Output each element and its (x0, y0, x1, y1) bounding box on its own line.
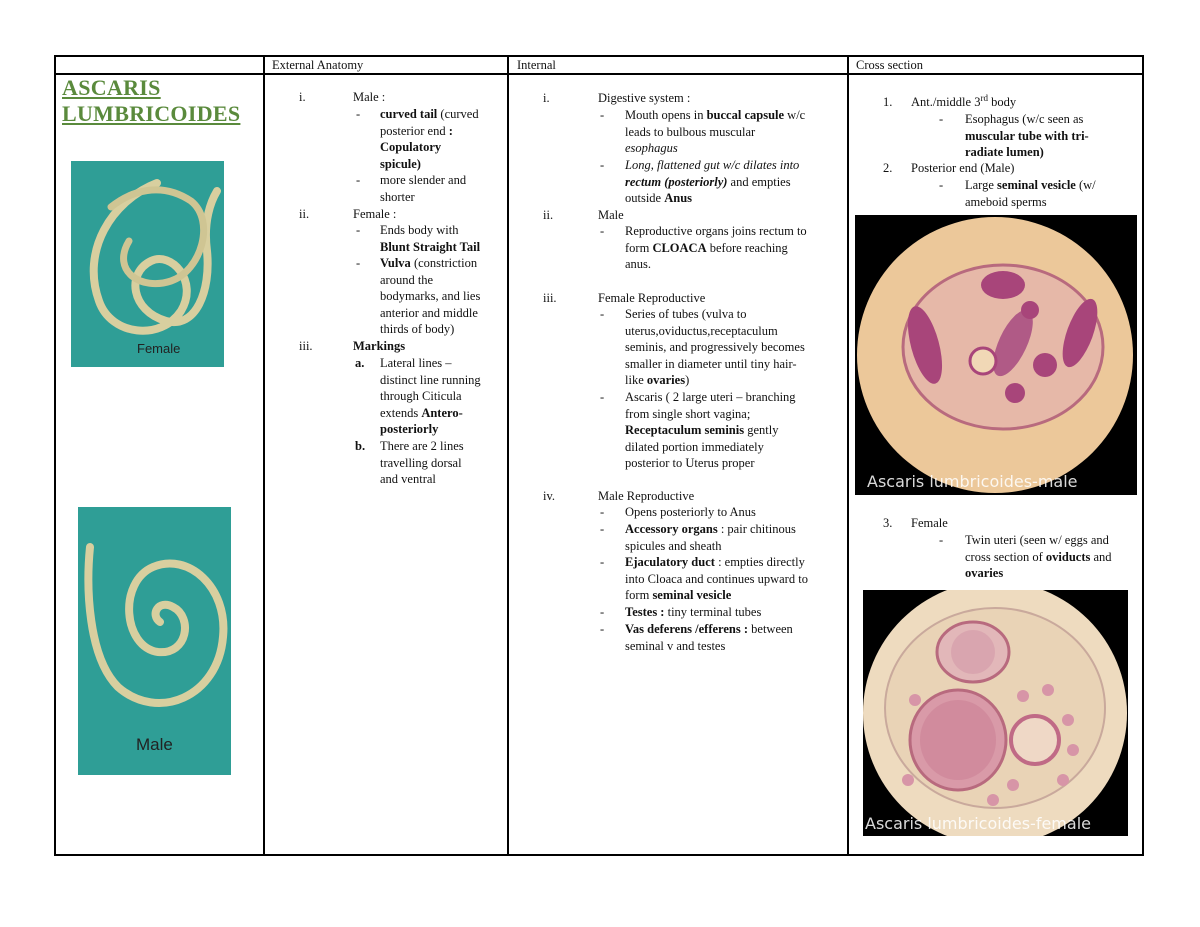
internal-digestive-bullet-2: Long, flattened gut w/c dilates into rectum (posteriorly) and empties outside Anus (625, 158, 800, 205)
cross-item-2-bullet: Large seminal vesicle (w/ ameboid sperms (965, 178, 1096, 209)
bullet-dash: - (356, 256, 361, 270)
internal-male-repro-bullet-2: Accessory organs : pair chitinous spicules and sheath (625, 522, 796, 553)
cross-item-2-title: Posterior end (Male) (911, 161, 1015, 175)
external-male-title: Male : (353, 90, 386, 104)
header-internal: Internal (517, 58, 556, 72)
cross-item-3-title: Female (911, 516, 948, 530)
list-number: 1. (883, 95, 893, 109)
list-number: 3. (883, 516, 893, 530)
bullet-dash: - (356, 223, 361, 237)
header-row (56, 57, 1142, 75)
internal-male-bullet-1: Reproductive organs joins rectum to form CLOACA before reaching anus. (625, 224, 807, 271)
bullet-dash: - (600, 108, 605, 122)
header-external-anatomy: External Anatomy (272, 58, 364, 72)
male-micrograph-label: Ascaris lumbricoides-male (867, 472, 1078, 491)
cross-item-1-bullet: Esophagus (w/c seen as muscular tube with tri- radiate lumen) (965, 112, 1089, 159)
list-number: i. (299, 90, 306, 104)
cross-item-3-bullet: Twin uteri (seen w/ eggs and cross section of oviducts and ovaries (965, 533, 1112, 580)
list-number: iii. (299, 339, 313, 353)
list-number: iv. (543, 489, 556, 503)
bullet-dash: - (600, 505, 605, 519)
external-markings-title: Markings (353, 339, 406, 353)
bullet-dash: - (600, 307, 605, 321)
bullet-dash: - (600, 605, 605, 619)
male-worm-photo (78, 507, 231, 775)
column-divider (847, 57, 849, 854)
column-divider (263, 57, 265, 854)
internal-male-title: Male (598, 208, 624, 222)
organism-title (62, 75, 240, 127)
header-cross-section: Cross section (856, 58, 924, 72)
internal-male-repro-bullet-5: Vas deferens /efferens : between seminal v and testes (625, 622, 793, 653)
male-photo-label: Male (136, 735, 173, 754)
bullet-dash: - (356, 173, 361, 187)
bullet-dash: - (939, 533, 944, 547)
bullet-dash: - (356, 107, 361, 121)
external-male-bullet-1: curved tail (curved posterior end : Copulatory spicule) (380, 107, 479, 171)
external-male-bullet-2: more slender and shorter (380, 173, 467, 204)
bullet-dash: - (939, 112, 944, 126)
female-worm-photo (71, 161, 224, 367)
internal-female-repro-bullet-2: Ascaris ( 2 large uteri – branching from single short vagina; Receptaculum seminis gently dilated portion immediately posterior to Uterus proper (625, 390, 796, 470)
internal-male-repro-bullet-1: Opens posteriorly to Anus (625, 505, 756, 519)
internal-female-repro-title: Female Reproductive (598, 291, 706, 305)
bullet-dash: - (600, 224, 605, 238)
internal-male-repro-title: Male Reproductive (598, 489, 695, 503)
cross-item-1-title: Ant./middle 3rd body (911, 92, 1017, 109)
external-markings-item-b: There are 2 lines travelling dorsal and ventral (380, 439, 464, 486)
internal-digestive-title: Digestive system : (598, 91, 691, 105)
internal-male-repro-bullet-4: Testes : tiny terminal tubes (625, 605, 762, 619)
internal-digestive-bullet-1: Mouth opens in buccal capsule w/c leads to bulbous muscular esophagus (625, 108, 806, 155)
bullet-dash: - (939, 178, 944, 192)
external-female-title: Female : (353, 207, 397, 221)
internal-male-repro-bullet-3: Ejaculatory duct : empties directly into Cloaca and continues upward to form seminal vesicle (625, 555, 808, 602)
list-letter: a. (355, 356, 365, 370)
external-markings-item-a: Lateral lines – distinct line running through Citicula extends Antero- posteriorly (380, 356, 481, 436)
female-photo-label: Female (137, 341, 181, 356)
external-female-bullet-1: Ends body with Blunt Straight Tail (380, 223, 481, 254)
list-number: 2. (883, 161, 893, 175)
internal-female-repro-bullet-1: Series of tubes (vulva to uterus,oviductus,receptaculum seminis, and progressively becomes smaller in diameter until tiny hair- like ovaries) (625, 307, 805, 387)
list-number: i. (543, 91, 550, 105)
list-number: iii. (543, 291, 557, 305)
bullet-dash: - (600, 158, 605, 172)
female-cross-section-micrograph (863, 590, 1128, 836)
bullet-dash: - (600, 622, 605, 636)
organism-title-line2: LUMBRICOIDES (62, 101, 241, 126)
list-number: ii. (299, 207, 310, 221)
column-divider (507, 57, 509, 854)
organism-title-line1: ASCARIS (62, 75, 161, 100)
bullet-dash: - (600, 522, 605, 536)
male-cross-section-micrograph (855, 215, 1137, 495)
list-letter: b. (355, 439, 366, 453)
bullet-dash: - (600, 555, 605, 569)
female-micrograph-label: Ascaris lumbricoides-female (865, 814, 1091, 833)
external-female-bullet-2: Vulva (constriction around the bodymarks, and lies anterior and middle thirds of body) (380, 256, 481, 336)
list-number: ii. (543, 208, 554, 222)
bullet-dash: - (600, 390, 605, 404)
